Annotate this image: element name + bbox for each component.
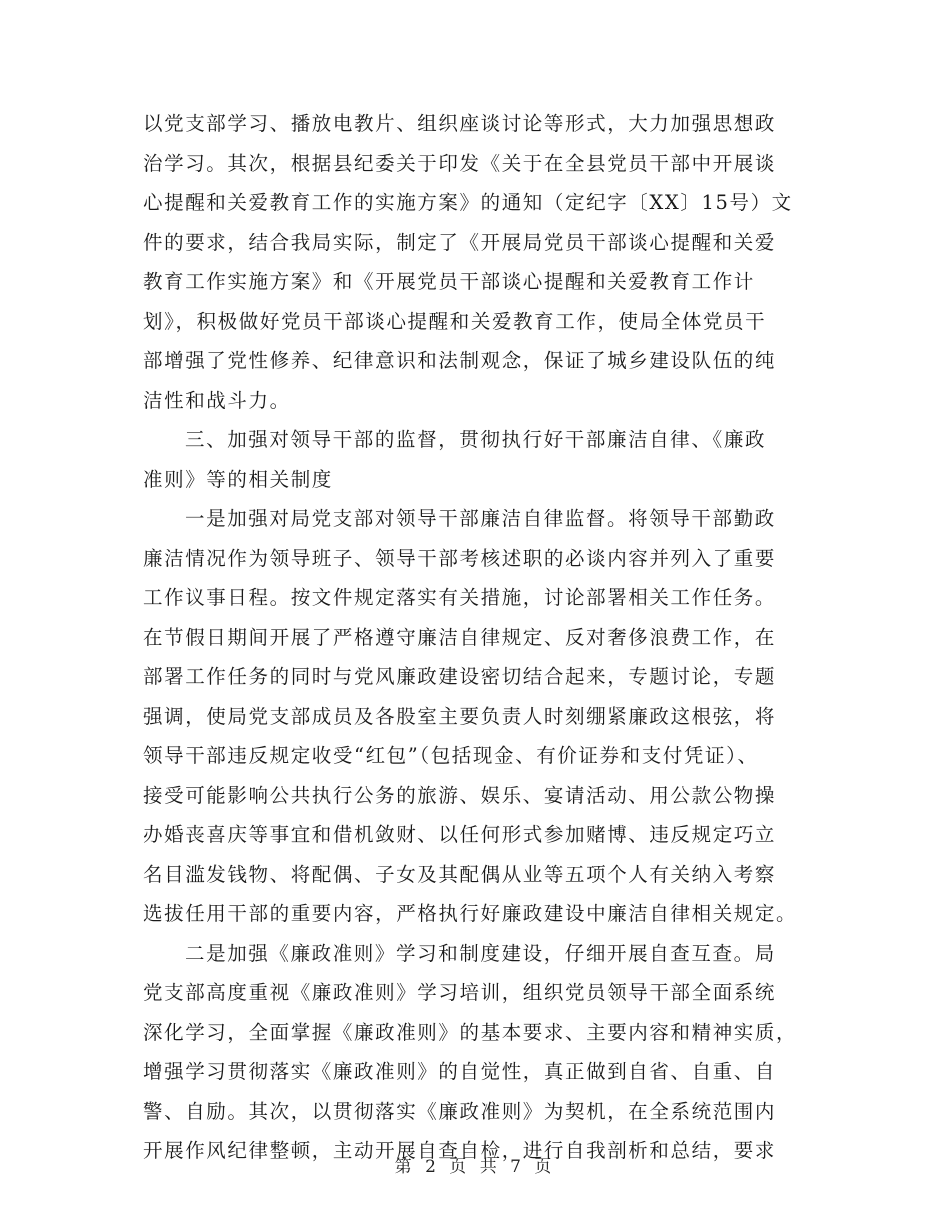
text-line: 二是加强《廉政准则》学习和制度建设，仔细开展自查互查。局 (185, 941, 776, 965)
text-line: 教育工作实施方案》和《开展党员干部谈心提醒和关爱教育工作计 (143, 270, 755, 293)
text-line: 增强学习贯彻落实《廉政准则》的自觉性，真正做到自省、自重、自 (143, 1060, 777, 1083)
text-line: 工作议事日程。按文件规定落实有关措施，讨论部署相关工作任务。 (143, 586, 777, 609)
text-line: 名目滥发钱物、将配偶、子女及其配偶从业等五项个人有关纳入考察 (143, 862, 777, 886)
text-line: 廉洁情况作为领导班子、领导干部考核述职的必谈内容并列入了重要 (143, 546, 777, 570)
text-line: 一是加强对局党支部对领导干部廉洁自律监督。将领导干部勤政 (185, 507, 776, 530)
text-line: 接受可能影响公共执行公务的旅游、娱乐、宴请活动、用公款公物操 (143, 783, 777, 807)
text-line: 深化学习，全面掌握《廉政准则》的基本要求、主要内容和精神实质， (143, 1020, 798, 1044)
text-line: 选拔任用干部的重要内容，严格执行好廉政建设中廉洁自律相关规定。 (143, 902, 798, 925)
text-line: 划》，积极做好党员干部谈心提醒和关爱教育工作，使局全体党员干 (143, 309, 767, 333)
text-line: 开展作风纪律整顿，主动开展自查自检，进行自我剖析和总结，要求 (143, 1139, 777, 1162)
text-line: 治学习。其次，根据县纪委关于印发《关于在全县党员干部中开展谈 (143, 151, 777, 175)
text-line: 心提醒和关爱教育工作的实施方案》的通知（定纪字〔XX〕15号）文 (143, 191, 793, 214)
section-heading-line: 准则》等的相关制度 (143, 467, 333, 491)
text-line: 警、自励。其次，以贯彻落实《廉政准则》为契机，在全系统范围内 (143, 1099, 777, 1123)
text-line: 部署工作任务的同时与党风廉政建设密切结合起来，专题讨论，专题 (143, 665, 777, 688)
text-line: 以党支部学习、播放电教片、组织座谈讨论等形式，大力加强思想政 (143, 112, 777, 135)
section-heading-line: 三、加强对领导干部的监督，贯彻执行好干部廉洁自律、《廉政 (185, 428, 767, 451)
text-line: 部增强了党性修养、纪律意识和法制观念，保证了城乡建设队伍的纯 (143, 349, 777, 372)
text-line: 党支部高度重视《廉政准则》学习培训，组织党员领导干部全面系统 (143, 981, 777, 1004)
text-line: 洁性和战斗力。 (143, 388, 291, 412)
body-text (143, 104, 811, 1171)
text-line: 办婚丧喜庆等事宜和借机敛财、以任何形式参加赌博、违反规定巧立 (143, 823, 777, 846)
page-number: 第 2 页 共 7 页 (394, 1157, 556, 1177)
text-line: 领导干部违反规定收受“红包”（包括现金、有价证券和支付凭证）、 (143, 744, 759, 767)
text-line: 件的要求，结合我局实际，制定了《开展局党员干部谈心提醒和关爱 (143, 230, 777, 254)
text-line: 在节假日期间开展了严格遵守廉洁自律规定、反对奢侈浪费工作，在 (143, 625, 777, 649)
text-line: 强调，使局党支部成员及各股室主要负责人时刻绷紧廉政这根弦，将 (143, 704, 777, 728)
